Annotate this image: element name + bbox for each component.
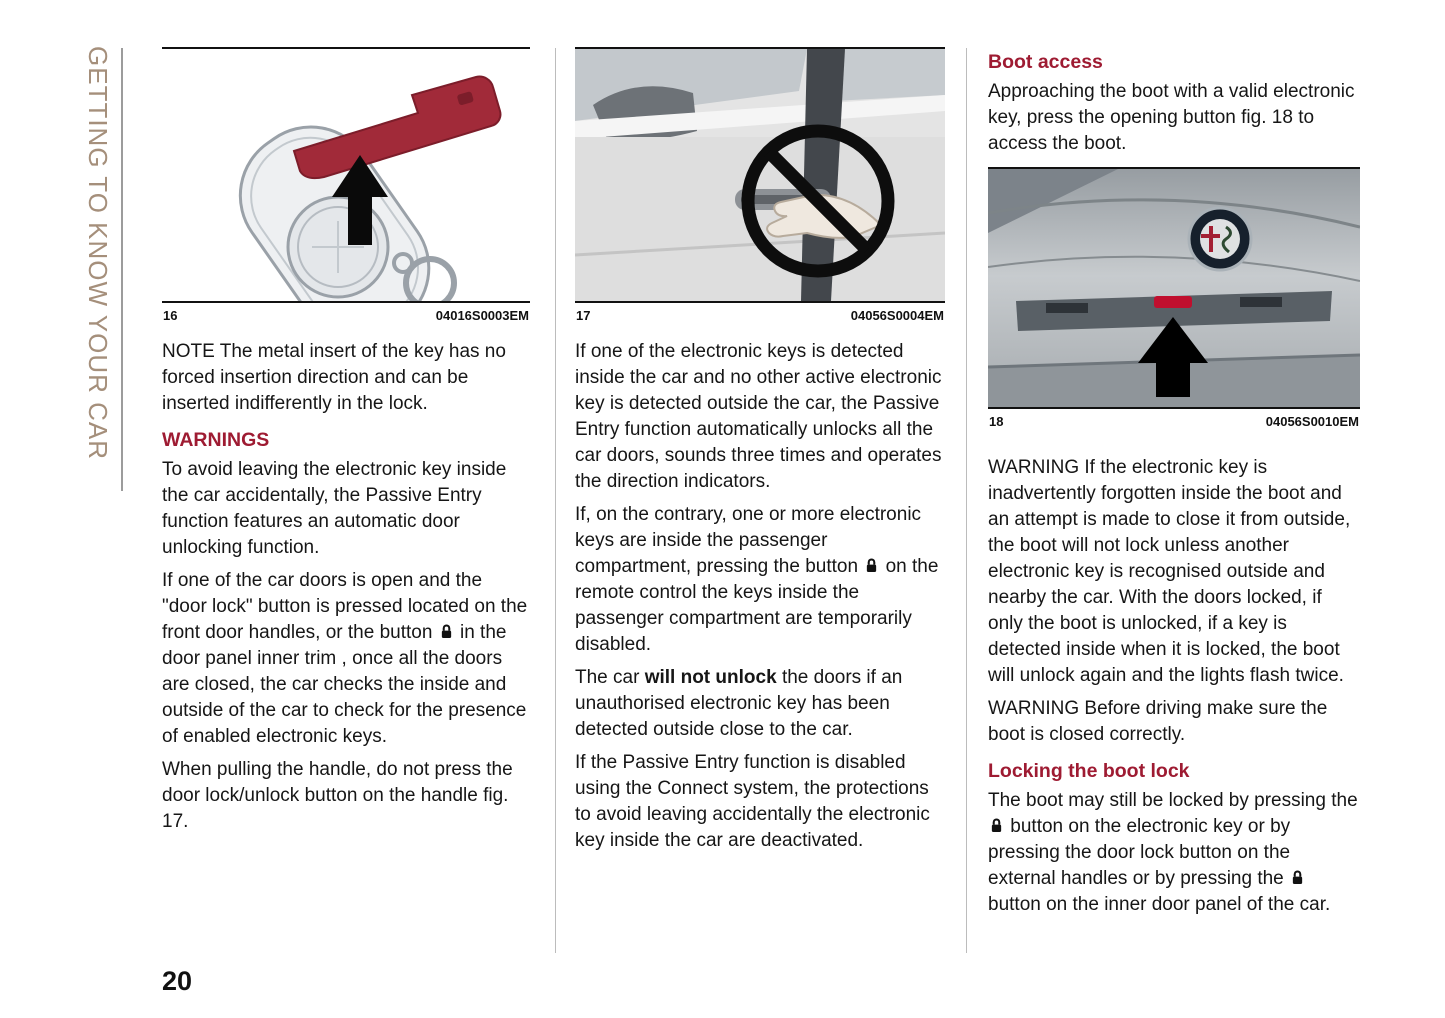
figure-16-image — [162, 49, 530, 303]
figure-17-image — [575, 49, 945, 303]
figure-18-image — [988, 169, 1360, 409]
figure-18 — [988, 167, 1360, 429]
figure-16-code: 04016S0003EM — [435, 308, 529, 323]
figure-18-number: 18 — [989, 414, 1004, 429]
paragraph — [575, 502, 945, 658]
column-3 — [988, 47, 1360, 925]
column-divider — [966, 48, 967, 953]
sidebar-chapter-label: GETTING TO KNOW YOUR CAR — [83, 46, 113, 461]
paragraph-text: the doors if an unauthorised electronic key has been detected outside close to the car. — [575, 667, 903, 740]
column-divider — [555, 48, 556, 953]
alfa-romeo-badge — [1189, 208, 1251, 270]
column-2 — [575, 47, 945, 861]
figure-16 — [162, 47, 530, 323]
paragraph-text: on the remote control the keys inside the passenger compartment are temporarily disabled. — [575, 556, 939, 655]
boot-access-heading: Boot access — [988, 51, 1103, 73]
boot-open-button-highlight — [1154, 296, 1192, 308]
paragraph-text: If, on the contrary, one or more electronic keys are inside the passenger compartment, pressing the button — [575, 504, 922, 577]
paragraph-text: The car — [575, 667, 640, 688]
door-handle-photo — [575, 49, 945, 301]
paragraph: When pulling the handle, do not press the door lock/unlock button on the handle fig. 17. — [162, 759, 513, 832]
figure-18-caption — [988, 409, 1360, 429]
boot-photo — [988, 169, 1360, 407]
lock-icon — [440, 623, 453, 640]
lock-icon — [990, 817, 1003, 834]
paragraph-text: button on the inner door panel of the car. — [988, 894, 1331, 915]
column-1 — [162, 47, 530, 842]
page-number: 20 — [162, 966, 193, 996]
figure-17 — [575, 47, 945, 323]
sidebar-rule — [121, 48, 123, 491]
figure-17-number: 17 — [576, 308, 591, 323]
figure-16-caption — [162, 303, 530, 323]
figure-17-caption — [575, 303, 945, 323]
paragraph — [988, 788, 1360, 918]
note-paragraph: NOTE The metal insert of the key has no forced insertion direction and can be inserted indifferently in the lock. — [162, 341, 506, 414]
figure-16-number: 16 — [163, 308, 178, 323]
figure-17-code: 04056S0004EM — [850, 308, 944, 323]
locking-boot-heading: Locking the boot lock — [988, 760, 1190, 782]
paragraph-text: button on the electronic key or by pressing the door lock button on the external handles or by pressing the — [988, 816, 1291, 889]
emphasis-text: will not unlock — [644, 667, 777, 688]
paragraph — [162, 568, 530, 750]
warnings-heading: WARNINGS — [162, 429, 270, 451]
figure-18-code: 04056S0010EM — [1265, 414, 1359, 429]
warning-paragraph: WARNING If the electronic key is inadvertently forgotten inside the boot and an attempt is made to close it from outside, the boot will not lock unless another electronic key is recognised outside and nearby the car. With the doors locked, if only the boot is unlocked, if a key is detected inside when it is locked, the boot will unlock again and the lights flash twice. — [988, 457, 1351, 686]
paragraph-text: in the door panel inner trim , once all the doors are closed, the car checks the inside and outside of the car to check for the presence of enabled electronic keys. — [162, 622, 527, 747]
paragraph: Approaching the boot with a valid electronic key, press the opening button fig. 18 to access the boot. — [988, 81, 1355, 154]
lock-icon — [865, 557, 878, 574]
paragraph — [575, 665, 945, 743]
warning-paragraph: WARNING Before driving make sure the boot is closed correctly. — [988, 698, 1328, 745]
paragraph-text: If one of the car doors is open and the "door lock" button is pressed located on the front door handles, or the button — [162, 570, 528, 643]
paragraph: If one of the electronic keys is detected inside the car and no other active electronic key is detected outside the car, the Passive Entry function automatically unlocks all the car doors, sounds three times and operates the direction indicators. — [575, 341, 942, 492]
paragraph: To avoid leaving the electronic key inside the car accidentally, the Passive Entry function features an automatic door unlocking function. — [162, 459, 507, 558]
paragraph: If the Passive Entry function is disabled using the Connect system, the protections to avoid leaving accidentally the electronic key inside the car are deactivated. — [575, 752, 930, 851]
key-fob-illustration — [162, 49, 530, 301]
paragraph-text: The boot may still be locked by pressing the — [988, 790, 1358, 811]
lock-icon — [1291, 869, 1304, 886]
